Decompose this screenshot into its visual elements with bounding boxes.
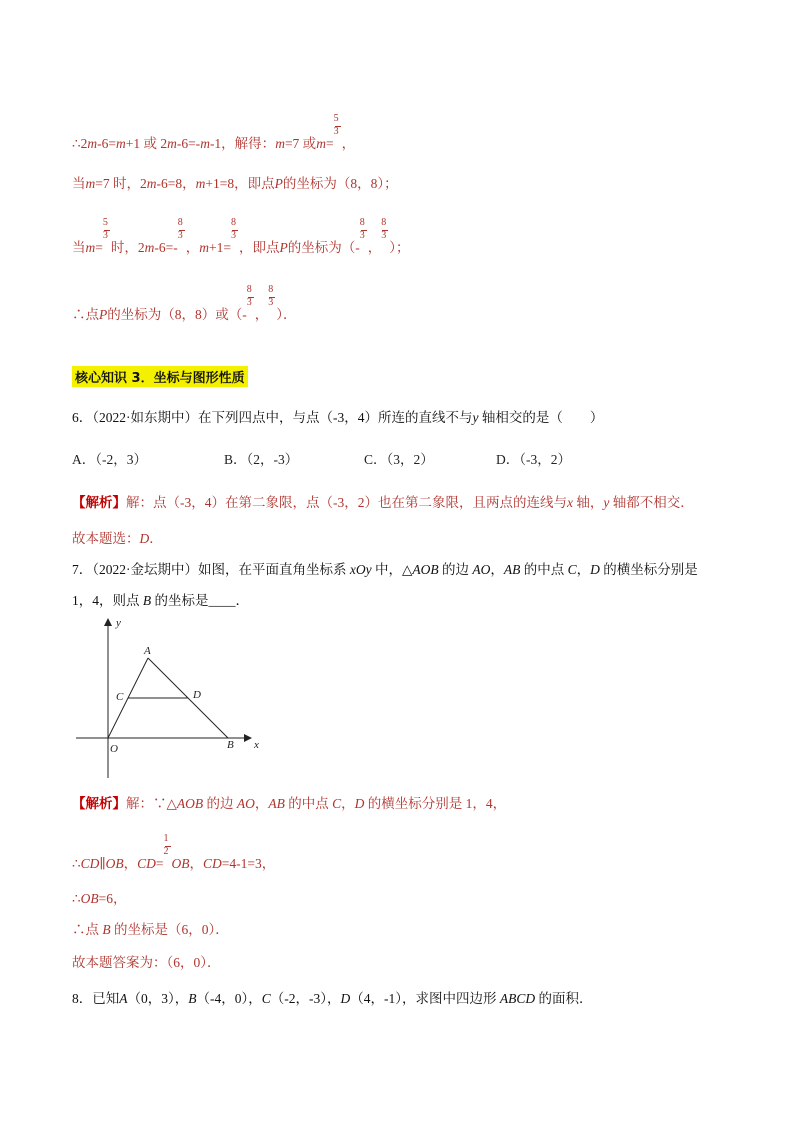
question-7-analysis-3: ∴OB=6， (72, 891, 127, 906)
label-d: D (193, 689, 201, 701)
question-6-analysis: 【解析】解：点（-3，4）在第二象限，点（-3，2）也在第二象限，且两点的连线与x 轴，y 轴都不相交． (72, 495, 694, 510)
section-heading: 核心知识 3．坐标与图形性质 (72, 366, 248, 387)
option-c: C．（3，2） (364, 452, 434, 467)
question-8-stem: 8．已知A（0，3），B（-4，0），C（-2，-3），D（4，-1），求图中四边形 ABCD 的面积． (72, 991, 593, 1006)
option-d: D．（-3，2） (496, 452, 571, 467)
solution-line-4: ∴点P的坐标为（8，8）或（- $\frac{8}{3}$ ， $\frac{8}{3}$ ）． (72, 284, 297, 322)
fraction-eight-thirds: $\frac{8}{3}$ (381, 217, 387, 241)
question-6-stem: 6．（2022·如东期中）在下列四点中，与点（-3，4）所连的直线不与y 轴相交的是（ ） (72, 410, 604, 425)
question-7-analysis-2: ∴CD∥OB，CD= $\frac{1}{2}$ OB，CD=4-1=3， (72, 833, 276, 871)
triangle-figure (72, 614, 272, 784)
fraction-five-thirds: $\frac{5}{3}$ (102, 217, 108, 241)
label-x: x (254, 739, 259, 751)
option-b: B．（2，-3） (224, 452, 299, 467)
question-7-stem: 7．（2022·金坛期中）如图，在平面直角坐标系 xOy 中，△AOB 的边 AO，AB 的中点 C，D 的横坐标分别是 (72, 562, 698, 577)
label-y: y (116, 617, 121, 629)
question-7-answer: 故本题答案为：（6，0）． (72, 955, 221, 970)
fraction-eight-thirds: $\frac{8}{3}$ (230, 217, 236, 241)
solution-line-1: ∴2m-6=m+1 或 2m-6=-m-1，解得：m=7 或m= $\frac{5}{3}$ ， (72, 113, 356, 151)
solution-line-2: 当m=7 时，2m-6=8，m+1=8，即点P的坐标为（8，8）； (72, 176, 398, 191)
fraction-five-thirds: $\frac{5}{3}$ (333, 113, 339, 137)
fraction-eight-thirds: $\frac{8}{3}$ (268, 284, 274, 308)
question-6-answer: 故本题选：D． (72, 531, 163, 546)
label-a: A (144, 645, 151, 657)
x-axis-arrow-icon (244, 734, 252, 742)
label-c: C (116, 691, 124, 703)
question-7-stem-2: 1，4，则点 B 的坐标是____． (72, 593, 249, 608)
y-axis-arrow-icon (104, 618, 112, 626)
question-7-analysis-4: ∴点 B 的坐标是（6，0）． (72, 922, 229, 937)
label-b: B (227, 739, 234, 751)
fraction-eight-thirds: $\frac{8}{3}$ (177, 217, 183, 241)
label-o: O (110, 743, 118, 755)
fraction-eight-thirds: $\frac{8}{3}$ (359, 217, 365, 241)
solution-line-3: 当m= $\frac{5}{3}$ 时，2m-6=- $\frac{8}{3}$ ，m+1= $\frac{8}{3}$ ，即点P的坐标为（- $\frac{8}{3}$ ， $\frac{8}{3}$ ）； (72, 217, 410, 255)
option-a: A．（-2，3） (72, 452, 147, 467)
question-7-analysis-1: 【解析】解：∵△AOB 的边 AO，AB 的中点 C，D 的横坐标分别是 1，4， (72, 796, 507, 811)
fraction-eight-thirds: $\frac{8}{3}$ (246, 284, 252, 308)
fraction-one-half: $\frac{1}{2}$ (163, 833, 169, 857)
